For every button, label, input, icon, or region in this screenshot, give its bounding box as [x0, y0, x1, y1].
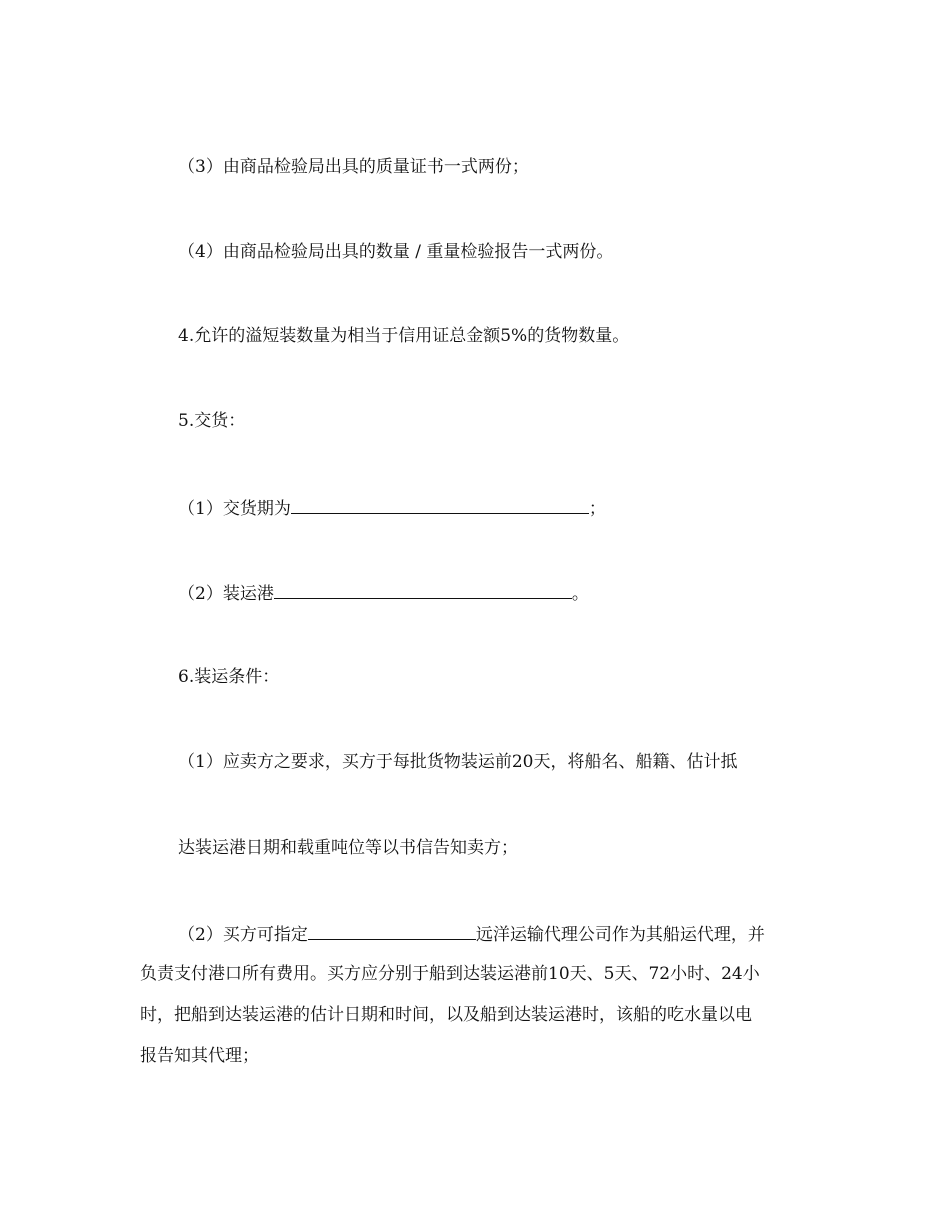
shipping-2-line-2: 负责支付港口所有费用。买方应分别于船到达装运港前10天、5天、72小时、24小 — [140, 964, 760, 984]
clause-5-heading: 5.交货： — [178, 411, 246, 431]
loading-port-blank — [274, 582, 572, 599]
agency-name-blank — [308, 923, 476, 940]
clause-6-heading: 6.装运条件： — [178, 667, 280, 687]
delivery-period-end: ； — [588, 499, 606, 519]
item-3-text: （3）由商品检验局出具的质量证书一式两份； — [178, 157, 529, 177]
shipping-2-label: （2）买方可指定 — [178, 925, 308, 945]
delivery-period-blank — [291, 497, 589, 514]
shipping-1-line-2: 达装运港日期和载重吨位等以书信告知卖方； — [178, 838, 518, 858]
delivery-period-label: （1）交货期为 — [178, 499, 291, 519]
shipping-2-line-4: 报告知其代理； — [140, 1046, 259, 1066]
loading-port-end: 。 — [571, 584, 589, 604]
shipping-2-after: 远洋运输代理公司作为其船运代理，并 — [475, 925, 765, 945]
shipping-2-line-3: 时，把船到达装运港的估计日期和时间，以及船到达装运港时，该船的吃水量以电 — [140, 1005, 752, 1025]
delivery-period-line — [178, 497, 606, 519]
shipping-2-line-1 — [178, 923, 765, 945]
item-4-text: （4）由商品检验局出具的数量 / 重量检验报告一式两份。 — [178, 242, 614, 262]
clause-4-text: 4.允许的溢短装数量为相当于信用证总金额5%的货物数量。 — [178, 326, 630, 346]
shipping-1-line-1: （1）应卖方之要求，买方于每批货物装运前20天，将船名、船籍、估计抵 — [178, 752, 738, 772]
loading-port-line — [178, 582, 589, 604]
loading-port-label: （2）装运港 — [178, 584, 274, 604]
